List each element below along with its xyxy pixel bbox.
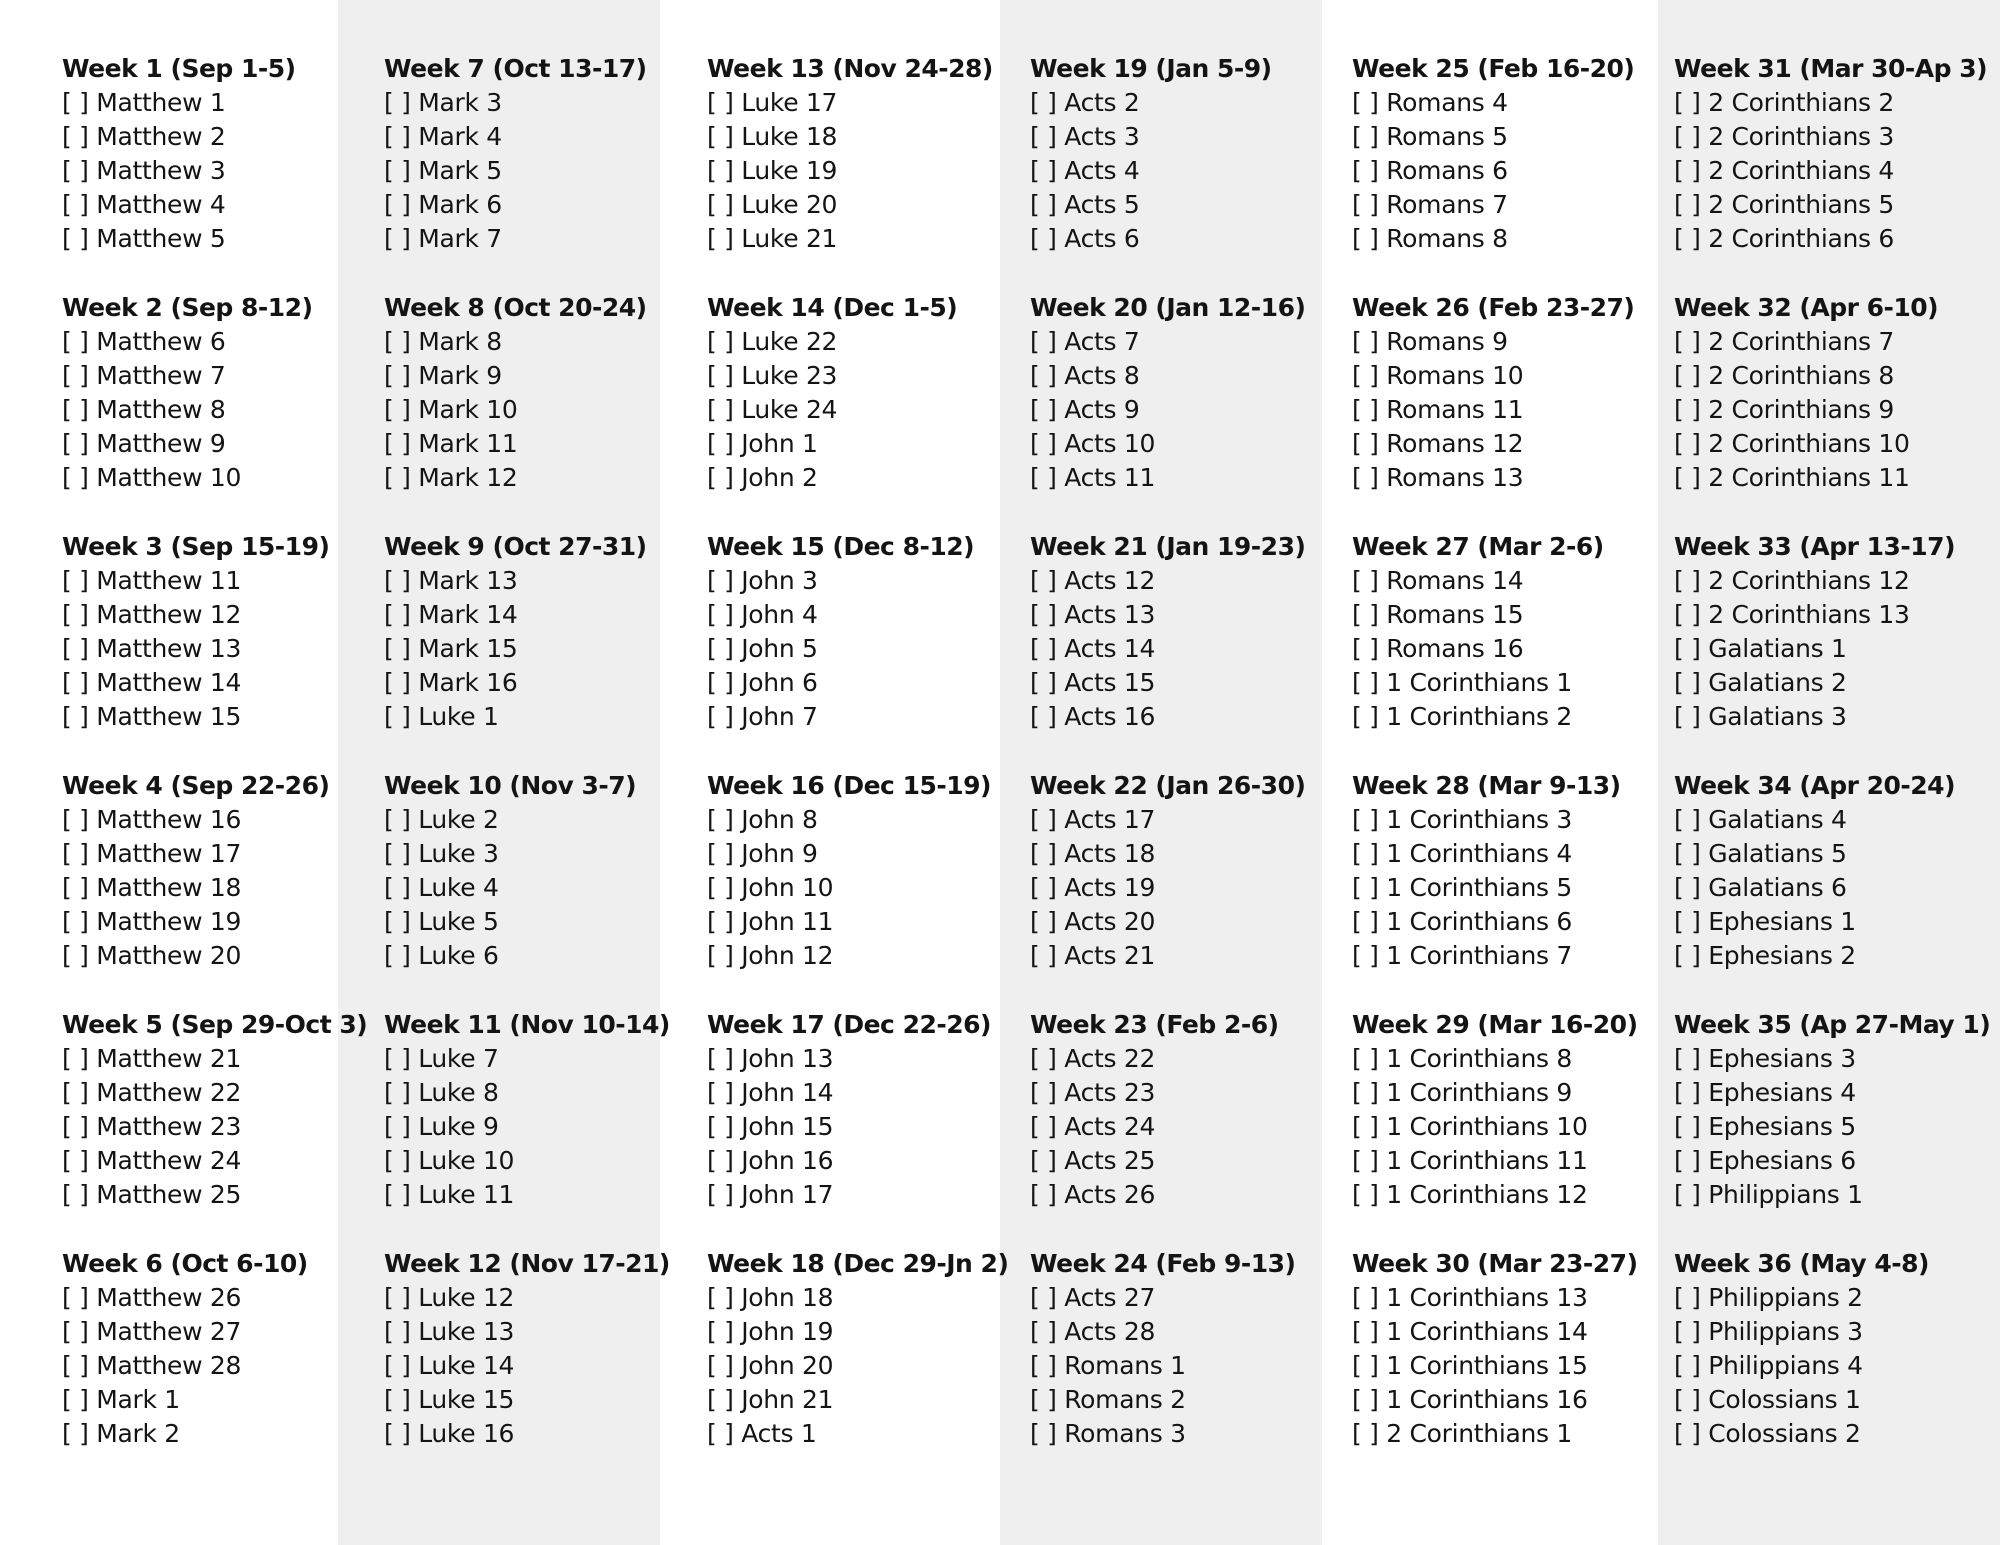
reading-checkbox-item[interactable]: [ ] 1 Corinthians 12 bbox=[1352, 1180, 1588, 1209]
week-block bbox=[1674, 52, 1990, 291]
week-title: Week 16 (Dec 15-19) bbox=[707, 771, 991, 800]
reading-checkbox-item[interactable]: [ ] Acts 13 bbox=[1030, 600, 1156, 629]
week-block bbox=[1352, 1247, 1638, 1486]
reading-checkbox-item[interactable]: [ ] John 9 bbox=[707, 839, 818, 868]
week-block bbox=[384, 530, 670, 769]
week-block bbox=[62, 52, 367, 291]
reading-checkbox-item[interactable]: [ ] Luke 20 bbox=[707, 190, 838, 219]
reading-checkbox-item[interactable]: [ ] Romans 13 bbox=[1352, 463, 1524, 492]
week-title: Week 1 (Sep 1-5) bbox=[62, 54, 296, 83]
week-block bbox=[62, 1247, 367, 1486]
week-block bbox=[707, 291, 1008, 530]
week-block bbox=[62, 291, 367, 530]
reading-checkbox-item[interactable]: [ ] 1 Corinthians 2 bbox=[1352, 702, 1573, 731]
reading-checkbox-item[interactable]: [ ] Acts 5 bbox=[1030, 190, 1140, 219]
reading-checkbox-item[interactable]: [ ] Acts 14 bbox=[1030, 634, 1156, 663]
reading-checkbox-item[interactable]: [ ] Matthew 15 bbox=[62, 702, 242, 731]
reading-checkbox-item[interactable]: [ ] Matthew 5 bbox=[62, 224, 226, 253]
week-title: Week 34 (Apr 20-24) bbox=[1674, 771, 1956, 800]
week-title: Week 17 (Dec 22-26) bbox=[707, 1010, 991, 1039]
reading-checkbox-item[interactable]: [ ] Mark 6 bbox=[384, 190, 502, 219]
reading-checkbox-item[interactable]: [ ] Luke 4 bbox=[384, 873, 499, 902]
week-title: Week 19 (Jan 5-9) bbox=[1030, 54, 1272, 83]
week-block bbox=[62, 769, 367, 1008]
reading-checkbox-item[interactable]: [ ] 1 Corinthians 13 bbox=[1352, 1283, 1588, 1312]
week-title: Week 33 (Apr 13-17) bbox=[1674, 532, 1956, 561]
reading-checkbox-item[interactable]: [ ] John 19 bbox=[707, 1317, 834, 1346]
reading-checkbox-item[interactable]: [ ] 2 Corinthians 8 bbox=[1674, 361, 1895, 390]
reading-checkbox-item[interactable]: [ ] Romans 2 bbox=[1030, 1385, 1186, 1414]
reading-checkbox-item[interactable]: [ ] Matthew 22 bbox=[62, 1078, 242, 1107]
reading-checkbox-item[interactable]: [ ] Acts 15 bbox=[1030, 668, 1156, 697]
week-block bbox=[384, 769, 670, 1008]
reading-checkbox-item[interactable]: [ ] Matthew 7 bbox=[62, 361, 226, 390]
reading-checkbox-item[interactable]: [ ] 2 Corinthians 10 bbox=[1674, 429, 1910, 458]
reading-checkbox-item[interactable]: [ ] Ephesians 5 bbox=[1674, 1112, 1856, 1141]
reading-checkbox-item[interactable]: [ ] John 20 bbox=[707, 1351, 834, 1380]
reading-checkbox-item[interactable]: [ ] 2 Corinthians 7 bbox=[1674, 327, 1895, 356]
week-block bbox=[1674, 1008, 1990, 1247]
reading-checkbox-item[interactable]: [ ] 1 Corinthians 16 bbox=[1352, 1385, 1588, 1414]
reading-checkbox-item[interactable]: [ ] Mark 13 bbox=[384, 566, 518, 595]
reading-checkbox-item[interactable]: [ ] Galatians 6 bbox=[1674, 873, 1847, 902]
reading-checkbox-item[interactable]: [ ] Ephesians 2 bbox=[1674, 941, 1856, 970]
reading-checkbox-item[interactable]: [ ] Ephesians 1 bbox=[1674, 907, 1856, 936]
week-block bbox=[384, 1247, 670, 1486]
reading-checkbox-item[interactable]: [ ] Acts 19 bbox=[1030, 873, 1156, 902]
reading-checkbox-item[interactable]: [ ] Luke 18 bbox=[707, 122, 838, 151]
reading-checkbox-item[interactable]: [ ] 1 Corinthians 3 bbox=[1352, 805, 1573, 834]
reading-checkbox-item[interactable]: [ ] Acts 24 bbox=[1030, 1112, 1156, 1141]
reading-checkbox-item[interactable]: [ ] Matthew 16 bbox=[62, 805, 242, 834]
reading-checkbox-item[interactable]: [ ] Matthew 27 bbox=[62, 1317, 242, 1346]
week-title: Week 22 (Jan 26-30) bbox=[1030, 771, 1306, 800]
week-block bbox=[1352, 769, 1638, 1008]
reading-checkbox-item[interactable]: [ ] Luke 19 bbox=[707, 156, 838, 185]
reading-checkbox-item[interactable]: [ ] Acts 4 bbox=[1030, 156, 1140, 185]
week-block bbox=[62, 530, 367, 769]
week-title: Week 9 (Oct 27-31) bbox=[384, 532, 647, 561]
reading-checkbox-item[interactable]: [ ] Philippians 4 bbox=[1674, 1351, 1863, 1380]
reading-checkbox-item[interactable]: [ ] Mark 8 bbox=[384, 327, 502, 356]
reading-checkbox-item[interactable]: [ ] Matthew 8 bbox=[62, 395, 226, 424]
week-block bbox=[1674, 291, 1990, 530]
reading-checkbox-item[interactable]: [ ] 2 Corinthians 2 bbox=[1674, 88, 1895, 117]
reading-checkbox-item[interactable]: [ ] Romans 10 bbox=[1352, 361, 1524, 390]
week-title: Week 3 (Sep 15-19) bbox=[62, 532, 330, 561]
reading-checkbox-item[interactable]: [ ] John 15 bbox=[707, 1112, 834, 1141]
week-block bbox=[1030, 1008, 1305, 1247]
reading-checkbox-item[interactable]: [ ] Matthew 17 bbox=[62, 839, 242, 868]
week-block bbox=[707, 1247, 1008, 1486]
reading-checkbox-item[interactable]: [ ] John 2 bbox=[707, 463, 818, 492]
reading-checkbox-item[interactable]: [ ] Mark 16 bbox=[384, 668, 518, 697]
reading-checkbox-item[interactable]: [ ] Luke 23 bbox=[707, 361, 838, 390]
reading-checkbox-item[interactable]: [ ] Acts 20 bbox=[1030, 907, 1156, 936]
week-title: Week 15 (Dec 8-12) bbox=[707, 532, 975, 561]
reading-checkbox-item[interactable]: [ ] Luke 11 bbox=[384, 1180, 515, 1209]
reading-checkbox-item[interactable]: [ ] Matthew 3 bbox=[62, 156, 226, 185]
reading-checkbox-item[interactable]: [ ] Acts 17 bbox=[1030, 805, 1156, 834]
reading-checkbox-item[interactable]: [ ] Luke 17 bbox=[707, 88, 838, 117]
reading-checkbox-item[interactable]: [ ] Romans 3 bbox=[1030, 1419, 1186, 1448]
reading-checkbox-item[interactable]: [ ] Luke 8 bbox=[384, 1078, 499, 1107]
week-block bbox=[1352, 291, 1638, 530]
week-block bbox=[707, 52, 1008, 291]
reading-checkbox-item[interactable]: [ ] Matthew 11 bbox=[62, 566, 242, 595]
reading-checkbox-item[interactable]: [ ] Matthew 26 bbox=[62, 1283, 242, 1312]
reading-checkbox-item[interactable]: [ ] Romans 8 bbox=[1352, 224, 1508, 253]
reading-checkbox-item[interactable]: [ ] Acts 8 bbox=[1030, 361, 1140, 390]
week-column bbox=[1352, 52, 1638, 1486]
week-title: Week 32 (Apr 6-10) bbox=[1674, 293, 1939, 322]
reading-checkbox-item[interactable]: [ ] Luke 16 bbox=[384, 1419, 515, 1448]
reading-checkbox-item[interactable]: [ ] Matthew 28 bbox=[62, 1351, 242, 1380]
week-block bbox=[1352, 530, 1638, 769]
reading-checkbox-item[interactable]: [ ] Acts 28 bbox=[1030, 1317, 1156, 1346]
week-title: Week 36 (May 4-8) bbox=[1674, 1249, 1929, 1278]
reading-checkbox-item[interactable]: [ ] Galatians 3 bbox=[1674, 702, 1847, 731]
reading-checkbox-item[interactable]: [ ] Colossians 1 bbox=[1674, 1385, 1861, 1414]
reading-checkbox-item[interactable]: [ ] Mark 2 bbox=[62, 1419, 180, 1448]
week-title: Week 24 (Feb 9-13) bbox=[1030, 1249, 1296, 1278]
week-title: Week 7 (Oct 13-17) bbox=[384, 54, 647, 83]
reading-checkbox-item[interactable]: [ ] Colossians 2 bbox=[1674, 1419, 1861, 1448]
reading-checkbox-item[interactable]: [ ] Acts 25 bbox=[1030, 1146, 1156, 1175]
reading-checkbox-item[interactable]: [ ] Luke 2 bbox=[384, 805, 499, 834]
reading-checkbox-item[interactable]: [ ] John 18 bbox=[707, 1283, 834, 1312]
reading-checkbox-item[interactable]: [ ] Acts 18 bbox=[1030, 839, 1156, 868]
week-title: Week 30 (Mar 23-27) bbox=[1352, 1249, 1638, 1278]
reading-checkbox-item[interactable]: [ ] Romans 14 bbox=[1352, 566, 1524, 595]
reading-checkbox-item[interactable]: [ ] Acts 23 bbox=[1030, 1078, 1156, 1107]
reading-checkbox-item[interactable]: [ ] Acts 27 bbox=[1030, 1283, 1156, 1312]
reading-checkbox-item[interactable]: [ ] 1 Corinthians 7 bbox=[1352, 941, 1573, 970]
reading-checkbox-item[interactable]: [ ] Luke 22 bbox=[707, 327, 838, 356]
week-title: Week 21 (Jan 19-23) bbox=[1030, 532, 1306, 561]
reading-checkbox-item[interactable]: [ ] Philippians 1 bbox=[1674, 1180, 1863, 1209]
reading-checkbox-item[interactable]: [ ] Matthew 1 bbox=[62, 88, 226, 117]
week-block bbox=[1030, 1247, 1305, 1486]
reading-checkbox-item[interactable]: [ ] Matthew 6 bbox=[62, 327, 226, 356]
reading-checkbox-item[interactable]: [ ] Acts 11 bbox=[1030, 463, 1156, 492]
week-block bbox=[384, 291, 670, 530]
week-block bbox=[1030, 530, 1305, 769]
reading-checkbox-item[interactable]: [ ] Mark 7 bbox=[384, 224, 502, 253]
week-block bbox=[62, 1008, 367, 1247]
reading-checkbox-item[interactable]: [ ] John 7 bbox=[707, 702, 818, 731]
week-block bbox=[1030, 291, 1305, 530]
reading-checkbox-item[interactable]: [ ] Matthew 2 bbox=[62, 122, 226, 151]
week-title: Week 18 (Dec 29-Jn 2) bbox=[707, 1249, 1009, 1278]
week-block bbox=[1030, 52, 1305, 291]
week-title: Week 26 (Feb 23-27) bbox=[1352, 293, 1635, 322]
week-title: Week 28 (Mar 9-13) bbox=[1352, 771, 1621, 800]
week-column bbox=[1674, 52, 1990, 1486]
reading-checkbox-item[interactable]: [ ] Romans 9 bbox=[1352, 327, 1508, 356]
reading-checkbox-item[interactable]: [ ] Matthew 18 bbox=[62, 873, 242, 902]
reading-checkbox-item[interactable]: [ ] Romans 5 bbox=[1352, 122, 1508, 151]
week-title: Week 25 (Feb 16-20) bbox=[1352, 54, 1635, 83]
reading-checkbox-item[interactable]: [ ] Acts 7 bbox=[1030, 327, 1140, 356]
week-title: Week 6 (Oct 6-10) bbox=[62, 1249, 308, 1278]
reading-checkbox-item[interactable]: [ ] Matthew 10 bbox=[62, 463, 242, 492]
week-column bbox=[384, 52, 670, 1486]
week-block bbox=[1030, 769, 1305, 1008]
week-column bbox=[62, 52, 367, 1486]
week-title: Week 12 (Nov 17-21) bbox=[384, 1249, 670, 1278]
reading-checkbox-item[interactable]: [ ] Ephesians 6 bbox=[1674, 1146, 1856, 1175]
reading-checkbox-item[interactable]: [ ] Luke 9 bbox=[384, 1112, 499, 1141]
week-title: Week 4 (Sep 22-26) bbox=[62, 771, 330, 800]
week-block bbox=[707, 530, 1008, 769]
reading-checkbox-item[interactable]: [ ] 2 Corinthians 9 bbox=[1674, 395, 1895, 424]
reading-checkbox-item[interactable]: [ ] Matthew 23 bbox=[62, 1112, 242, 1141]
week-title: Week 31 (Mar 30-Ap 3) bbox=[1674, 54, 1988, 83]
reading-checkbox-item[interactable]: [ ] Mark 3 bbox=[384, 88, 502, 117]
reading-checkbox-item[interactable]: [ ] Ephesians 3 bbox=[1674, 1044, 1856, 1073]
reading-checkbox-item[interactable]: [ ] Matthew 21 bbox=[62, 1044, 242, 1073]
reading-checkbox-item[interactable]: [ ] Acts 9 bbox=[1030, 395, 1140, 424]
reading-checkbox-item[interactable]: [ ] Mark 14 bbox=[384, 600, 518, 629]
reading-checkbox-item[interactable]: [ ] Matthew 25 bbox=[62, 1180, 242, 1209]
reading-checkbox-item[interactable]: [ ] Romans 12 bbox=[1352, 429, 1524, 458]
reading-checkbox-item[interactable]: [ ] Mark 10 bbox=[384, 395, 518, 424]
reading-checkbox-item[interactable]: [ ] John 12 bbox=[707, 941, 834, 970]
reading-checkbox-item[interactable]: [ ] 1 Corinthians 8 bbox=[1352, 1044, 1573, 1073]
reading-checkbox-item[interactable]: [ ] Matthew 12 bbox=[62, 600, 242, 629]
reading-checkbox-item[interactable]: [ ] John 16 bbox=[707, 1146, 834, 1175]
week-title: Week 2 (Sep 8-12) bbox=[62, 293, 313, 322]
reading-checkbox-item[interactable]: [ ] Philippians 3 bbox=[1674, 1317, 1863, 1346]
reading-checkbox-item[interactable]: [ ] Romans 4 bbox=[1352, 88, 1508, 117]
week-title: Week 11 (Nov 10-14) bbox=[384, 1010, 670, 1039]
reading-checkbox-item[interactable]: [ ] Matthew 24 bbox=[62, 1146, 242, 1175]
reading-checkbox-item[interactable]: [ ] Luke 5 bbox=[384, 907, 499, 936]
reading-checkbox-item[interactable]: [ ] Romans 1 bbox=[1030, 1351, 1186, 1380]
reading-checkbox-item[interactable]: [ ] Acts 3 bbox=[1030, 122, 1140, 151]
reading-checkbox-item[interactable]: [ ] Acts 26 bbox=[1030, 1180, 1156, 1209]
reading-checkbox-item[interactable]: [ ] Mark 12 bbox=[384, 463, 518, 492]
reading-checkbox-item[interactable]: [ ] Acts 21 bbox=[1030, 941, 1156, 970]
reading-checkbox-item[interactable]: [ ] John 17 bbox=[707, 1180, 834, 1209]
reading-checkbox-item[interactable]: [ ] Galatians 4 bbox=[1674, 805, 1847, 834]
reading-checkbox-item[interactable]: [ ] Mark 9 bbox=[384, 361, 502, 390]
reading-checkbox-item[interactable]: [ ] Acts 12 bbox=[1030, 566, 1156, 595]
reading-checkbox-item[interactable]: [ ] John 4 bbox=[707, 600, 818, 629]
reading-checkbox-item[interactable]: [ ] 2 Corinthians 11 bbox=[1674, 463, 1910, 492]
reading-checkbox-item[interactable]: [ ] Romans 11 bbox=[1352, 395, 1524, 424]
reading-checkbox-item[interactable]: [ ] Luke 15 bbox=[384, 1385, 515, 1414]
reading-checkbox-item[interactable]: [ ] 1 Corinthians 6 bbox=[1352, 907, 1573, 936]
reading-checkbox-item[interactable]: [ ] John 1 bbox=[707, 429, 818, 458]
reading-checkbox-item[interactable]: [ ] John 11 bbox=[707, 907, 834, 936]
reading-checkbox-item[interactable]: [ ] Acts 10 bbox=[1030, 429, 1156, 458]
reading-checkbox-item[interactable]: [ ] Mark 4 bbox=[384, 122, 502, 151]
reading-checkbox-item[interactable]: [ ] Matthew 13 bbox=[62, 634, 242, 663]
reading-checkbox-item[interactable]: [ ] Romans 16 bbox=[1352, 634, 1524, 663]
reading-checkbox-item[interactable]: [ ] Matthew 14 bbox=[62, 668, 242, 697]
reading-checkbox-item[interactable]: [ ] Romans 7 bbox=[1352, 190, 1508, 219]
reading-checkbox-item[interactable]: [ ] 1 Corinthians 9 bbox=[1352, 1078, 1573, 1107]
reading-checkbox-item[interactable]: [ ] Acts 6 bbox=[1030, 224, 1140, 253]
reading-checkbox-item[interactable]: [ ] Luke 14 bbox=[384, 1351, 515, 1380]
reading-checkbox-item[interactable]: [ ] Luke 3 bbox=[384, 839, 499, 868]
week-title: Week 13 (Nov 24-28) bbox=[707, 54, 993, 83]
reading-checkbox-item[interactable]: [ ] 2 Corinthians 13 bbox=[1674, 600, 1910, 629]
reading-checkbox-item[interactable]: [ ] Luke 13 bbox=[384, 1317, 515, 1346]
reading-checkbox-item[interactable]: [ ] Luke 1 bbox=[384, 702, 499, 731]
reading-checkbox-item[interactable]: [ ] Mark 1 bbox=[62, 1385, 180, 1414]
week-title: Week 8 (Oct 20-24) bbox=[384, 293, 647, 322]
reading-checkbox-item[interactable]: [ ] 2 Corinthians 4 bbox=[1674, 156, 1895, 185]
week-title: Week 27 (Mar 2-6) bbox=[1352, 532, 1604, 561]
reading-checkbox-item[interactable]: [ ] Acts 16 bbox=[1030, 702, 1156, 731]
reading-checkbox-item[interactable]: [ ] Luke 24 bbox=[707, 395, 838, 424]
week-block bbox=[1352, 52, 1638, 291]
week-block bbox=[1352, 1008, 1638, 1247]
reading-checkbox-item[interactable]: [ ] John 6 bbox=[707, 668, 818, 697]
week-block bbox=[384, 1008, 670, 1247]
week-block bbox=[384, 52, 670, 291]
reading-checkbox-item[interactable]: [ ] Mark 11 bbox=[384, 429, 518, 458]
reading-checkbox-item[interactable]: [ ] Acts 1 bbox=[707, 1419, 817, 1448]
reading-checkbox-item[interactable]: [ ] Galatians 1 bbox=[1674, 634, 1847, 663]
reading-checkbox-item[interactable]: [ ] Galatians 2 bbox=[1674, 668, 1847, 697]
reading-checkbox-item[interactable]: [ ] 2 Corinthians 12 bbox=[1674, 566, 1910, 595]
reading-checkbox-item[interactable]: [ ] John 5 bbox=[707, 634, 818, 663]
reading-checkbox-item[interactable]: [ ] Matthew 9 bbox=[62, 429, 226, 458]
reading-checkbox-item[interactable]: [ ] 2 Corinthians 3 bbox=[1674, 122, 1895, 151]
reading-checkbox-item[interactable]: [ ] John 14 bbox=[707, 1078, 834, 1107]
reading-checkbox-item[interactable]: [ ] 1 Corinthians 11 bbox=[1352, 1146, 1588, 1175]
reading-checkbox-item[interactable]: [ ] 1 Corinthians 10 bbox=[1352, 1112, 1588, 1141]
reading-checkbox-item[interactable]: [ ] Ephesians 4 bbox=[1674, 1078, 1856, 1107]
week-block bbox=[707, 769, 1008, 1008]
reading-checkbox-item[interactable]: [ ] Galatians 5 bbox=[1674, 839, 1847, 868]
reading-checkbox-item[interactable]: [ ] John 10 bbox=[707, 873, 834, 902]
week-title: Week 23 (Feb 2-6) bbox=[1030, 1010, 1279, 1039]
reading-checkbox-item[interactable]: [ ] Luke 7 bbox=[384, 1044, 499, 1073]
reading-checkbox-item[interactable]: [ ] 2 Corinthians 1 bbox=[1352, 1419, 1573, 1448]
reading-checkbox-item[interactable]: [ ] Luke 10 bbox=[384, 1146, 515, 1175]
week-title: Week 29 (Mar 16-20) bbox=[1352, 1010, 1638, 1039]
reading-checkbox-item[interactable]: [ ] Matthew 20 bbox=[62, 941, 242, 970]
week-column bbox=[707, 52, 1008, 1486]
reading-checkbox-item[interactable]: [ ] 1 Corinthians 1 bbox=[1352, 668, 1573, 697]
reading-checkbox-item[interactable]: [ ] Acts 22 bbox=[1030, 1044, 1156, 1073]
reading-checkbox-item[interactable]: [ ] 1 Corinthians 4 bbox=[1352, 839, 1573, 868]
week-title: Week 5 (Sep 29-Oct 3) bbox=[62, 1010, 368, 1039]
reading-checkbox-item[interactable]: [ ] Romans 15 bbox=[1352, 600, 1524, 629]
reading-checkbox-item[interactable]: [ ] Luke 12 bbox=[384, 1283, 515, 1312]
reading-checkbox-item[interactable]: [ ] 2 Corinthians 6 bbox=[1674, 224, 1895, 253]
week-column bbox=[1030, 52, 1305, 1486]
reading-checkbox-item[interactable]: [ ] John 13 bbox=[707, 1044, 834, 1073]
reading-checkbox-item[interactable]: [ ] Acts 2 bbox=[1030, 88, 1140, 117]
reading-checkbox-item[interactable]: [ ] 2 Corinthians 5 bbox=[1674, 190, 1895, 219]
week-block bbox=[1674, 530, 1990, 769]
week-title: Week 14 (Dec 1-5) bbox=[707, 293, 958, 322]
reading-checkbox-item[interactable]: [ ] 1 Corinthians 14 bbox=[1352, 1317, 1588, 1346]
reading-checkbox-item[interactable]: [ ] Matthew 19 bbox=[62, 907, 242, 936]
reading-checkbox-item[interactable]: [ ] Luke 21 bbox=[707, 224, 838, 253]
week-title: Week 10 (Nov 3-7) bbox=[384, 771, 637, 800]
reading-checkbox-item[interactable]: [ ] Luke 6 bbox=[384, 941, 499, 970]
reading-checkbox-item[interactable]: [ ] 1 Corinthians 15 bbox=[1352, 1351, 1588, 1380]
reading-checkbox-item[interactable]: [ ] Mark 5 bbox=[384, 156, 502, 185]
reading-checkbox-item[interactable]: [ ] John 21 bbox=[707, 1385, 834, 1414]
reading-checkbox-item[interactable]: [ ] Matthew 4 bbox=[62, 190, 226, 219]
reading-checkbox-item[interactable]: [ ] John 3 bbox=[707, 566, 818, 595]
reading-checkbox-item[interactable]: [ ] John 8 bbox=[707, 805, 818, 834]
week-title: Week 35 (Ap 27-May 1) bbox=[1674, 1010, 1991, 1039]
week-block bbox=[707, 1008, 1008, 1247]
week-title: Week 20 (Jan 12-16) bbox=[1030, 293, 1306, 322]
reading-checkbox-item[interactable]: [ ] Mark 15 bbox=[384, 634, 518, 663]
week-block bbox=[1674, 1247, 1990, 1486]
reading-checkbox-item[interactable]: [ ] Romans 6 bbox=[1352, 156, 1508, 185]
reading-checkbox-item[interactable]: [ ] Philippians 2 bbox=[1674, 1283, 1863, 1312]
reading-checkbox-item[interactable]: [ ] 1 Corinthians 5 bbox=[1352, 873, 1573, 902]
week-block bbox=[1674, 769, 1990, 1008]
